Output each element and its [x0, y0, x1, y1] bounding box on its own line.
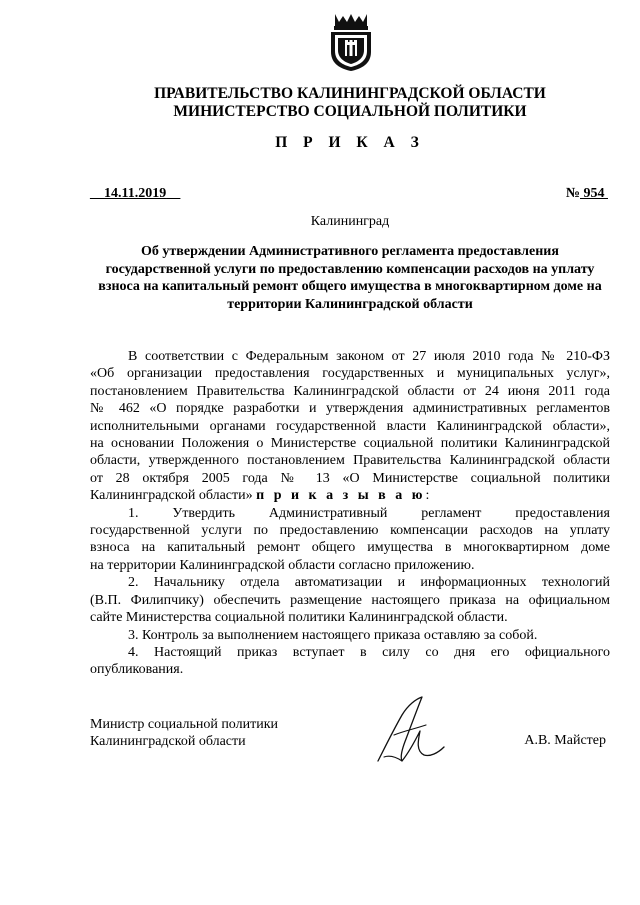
preamble-line: области, утвержденного постановлением Правительства Калининградской области — [90, 453, 610, 469]
preamble-line: Калининградской области» п р и к а з ы в а ю: — [90, 488, 430, 504]
preamble-line: В соответствии с Федеральным законом от 27 июля 2010 года № 210-ФЗ — [128, 349, 610, 364]
item-1-line: 1. Утвердить Административный регламент предоставления — [128, 505, 610, 521]
document-type-heading: П Р И К А З — [275, 134, 425, 151]
signatory-name: А.В. Майстер — [524, 733, 606, 748]
preamble-line: от 28 октября 2005 года № 13 «О Министерстве социальной политики — [90, 470, 610, 486]
item-1-line: взноса на капитальный ремонт общего имущества в многоквартирном доме — [90, 540, 610, 556]
government-name: ПРАВИТЕЛЬСТВО КАЛИНИНГРАДСКОЙ ОБЛАСТИ — [154, 85, 546, 102]
coat-of-arms-emblem-icon — [327, 12, 375, 72]
preamble-line: исполнительными органами государственной власти Калининградской области», — [90, 418, 610, 434]
title-line: взноса на капитальный ремонт общего имущества в многоквартирном доме на — [98, 279, 602, 294]
document-number — [566, 186, 608, 202]
preamble-line: постановлением Правительства Калининградской области от 24 июня 2011 года — [90, 383, 610, 399]
signatory-position — [90, 716, 278, 751]
item-2-line: (В.П. Филипчику) обеспечить размещение настоящего приказа на официальном — [90, 592, 610, 608]
document-date: __14.11.2019__ — [90, 186, 181, 201]
position-line: Министр социальной политики — [90, 717, 279, 732]
item-3-line: 3. Контроль за выполнением настоящего приказа оставляю за собой. — [128, 627, 538, 643]
title-line: государственной услуги по предоставлению компенсации расходов на уплату — [105, 261, 595, 277]
document-title — [92, 243, 608, 313]
handwritten-signature — [372, 695, 447, 765]
number-value: 954 — [583, 186, 605, 201]
item-4-line: опубликования. — [90, 662, 184, 678]
item-2-line: сайте Министерства социальной политики Калининградской области. — [90, 610, 508, 626]
prikazyvayu-word: п р и к а з ы в а ю — [256, 488, 426, 504]
preamble-line: № 462 «О порядке разработки и утверждения административных регламентов — [90, 401, 610, 417]
preamble-line: на основании Положения о Министерстве социальной политики Калининградской — [90, 436, 610, 452]
item-2-line: 2. Начальнику отдела автоматизации и информационных технологий — [128, 575, 610, 591]
item-4-line: 4. Настоящий приказ вступает в силу со дня его официального — [128, 644, 610, 660]
position-line: Калининградской области — [90, 734, 246, 750]
title-line: Об утверждении Административного регламента предоставления — [141, 244, 559, 259]
document-body — [90, 348, 610, 679]
document-city: Калининград — [310, 214, 390, 229]
item-1-line: государственной услуги по предоставлению компенсации расходов на уплату — [90, 523, 610, 539]
number-label: № — [565, 186, 580, 201]
preamble-line: «Об организации предоставления государственных и муниципальных услуг», — [90, 366, 610, 382]
item-1-line: на территории Калининградской области согласно приложению. — [90, 557, 475, 573]
title-line: территории Калининградской области — [227, 296, 473, 312]
ministry-name: МИНИСТЕРСТВО СОЦИАЛЬНОЙ ПОЛИТИКИ — [173, 103, 527, 120]
